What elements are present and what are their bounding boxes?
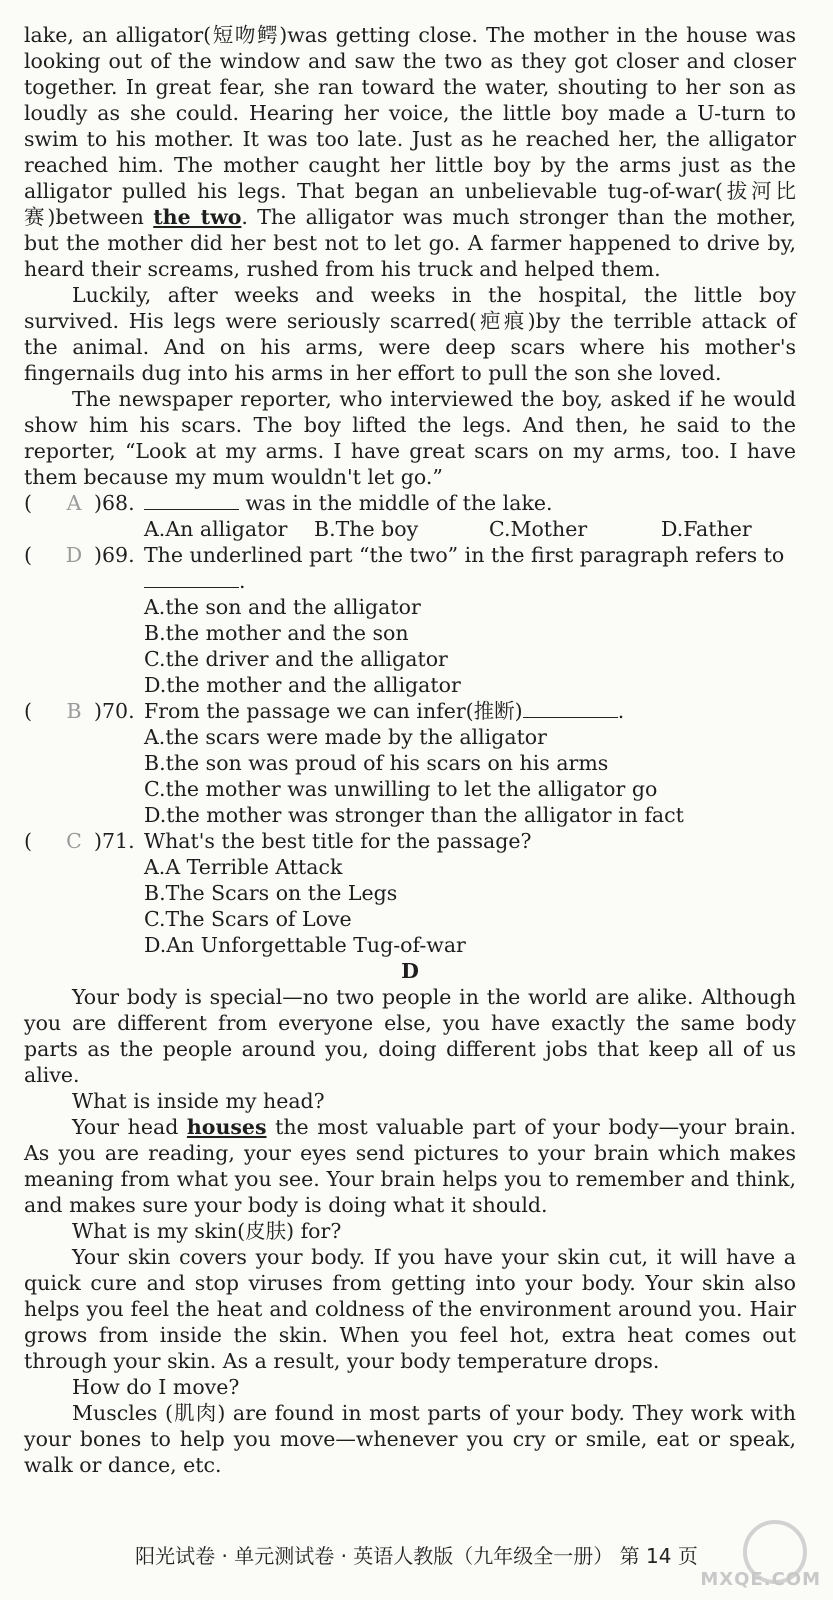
passage-d-paragraph-1: Your body is special—no two people in the world are alike. Although you are different from everyone else, you have exactly the same body parts as the people around you, doing different jobs that keep all of us alive. <box>24 985 796 1087</box>
stem-text: was in the middle of the lake. <box>245 491 553 515</box>
text-span: . The alligator was much stronger than the mother, but the mother did her best not to let go. A farmer happened to drive by, heard their screams, rushed from his truck and helped them. <box>24 205 796 281</box>
passage-c-paragraph-2: Luckily, after weeks and weeks in the hospital, the little boy survived. His legs were seriously scarred(疤痕)by the terrible attack of the animal. And on his arms, were deep scars where his mother's fingernails dug into his arms in her effort to pull the son she loved. <box>24 283 796 385</box>
exam-page <box>24 22 796 1478</box>
question-number <box>24 698 144 724</box>
option-c: C.The Scars of Love <box>144 907 352 931</box>
option-a: A.An alligator <box>144 517 288 541</box>
option-d: D.the mother and the alligator <box>144 673 461 697</box>
option-c: C.Mother <box>489 517 588 541</box>
option-c: C.the driver and the alligator <box>144 647 448 671</box>
passage-d-paragraph-4: Muscles (肌肉) are found in most parts of your body. They work with your bones to help you move—whenever you cry or smile, eat or speak, walk or dance, etc. <box>24 1401 796 1477</box>
passage-d-heading-move: How do I move? <box>72 1375 240 1399</box>
paren-open: ( <box>24 543 32 567</box>
stem-end: . <box>239 569 246 593</box>
question-68 <box>24 490 796 542</box>
option-b: B.the mother and the son <box>144 621 409 645</box>
answer-letter: C <box>66 829 82 853</box>
section-title-d: D <box>401 959 419 983</box>
text-span: Your head <box>72 1115 187 1139</box>
question-stem <box>144 828 796 854</box>
paren-open: ( <box>24 491 32 515</box>
option-a: A.the son and the alligator <box>144 595 421 619</box>
option-c: C.the mother was unwilling to let the alligator go <box>144 777 658 801</box>
watermark-text: MXQE.COM <box>700 1569 821 1590</box>
stem-text: What's the best title for the passage? <box>144 829 532 853</box>
question-number <box>24 542 144 568</box>
underlined-houses: houses <box>186 1115 267 1139</box>
answer-blank <box>144 491 239 510</box>
stem-text: The underlined part “the two” in the first paragraph refers to <box>144 543 785 567</box>
stem-text: From the passage we can infer(推断) <box>144 699 523 723</box>
text-span: lake, an alligator(短吻鳄)was getting close. The mother in the house was looking out of the window and saw the two as they got closer and closer together. In great fear, she ran toward the water, shouting to her son as loudly as she could. Hearing her voice, the little boy made a U-turn to swim to his mother. It was too late. Just as he reached her, the alligator reached him. The mother caught her little boy by the arms just as the alligator pulled his legs. That began an unbelievable tug-of-war(拔河比赛)between <box>24 23 796 229</box>
passage-c-paragraph-1 <box>24 22 796 282</box>
answer-letter: A <box>66 491 82 515</box>
option-a: A.A Terrible Attack <box>144 855 343 879</box>
option-b: B.The Scars on the Legs <box>144 881 398 905</box>
answer-letter: B <box>66 699 82 723</box>
question-number <box>24 828 144 854</box>
question-71 <box>24 828 796 958</box>
paren-open: ( <box>24 829 32 853</box>
option-d: D.the mother was stronger than the alligator in fact <box>144 803 684 827</box>
question-69 <box>24 542 796 698</box>
passage-d-paragraph-2 <box>24 1114 796 1218</box>
watermark-logo <box>671 1520 821 1590</box>
passage-c-paragraph-3: The newspaper reporter, who interviewed the boy, asked if he would show him his scars. The boy lifted the legs. And then, he said to the reporter, “Look at my arms. I have great scars on my arms, too. I have them because my mum wouldn't let go.” <box>24 387 796 489</box>
page-footer: 阳光试卷 · 单元测试卷 · 英语人教版（九年级全一册） 第 14 页 <box>135 1544 698 1568</box>
passage-d-heading-skin: What is my skin(皮肤) for? <box>72 1219 342 1243</box>
question-label: )71. <box>94 829 135 853</box>
question-70 <box>24 698 796 828</box>
answer-letter: D <box>65 543 83 567</box>
stem-blank-line <box>144 568 796 594</box>
question-label: )68. <box>94 491 135 515</box>
answer-blank <box>523 699 618 718</box>
options-row <box>144 516 796 542</box>
question-label: )70. <box>94 699 135 723</box>
question-number <box>24 490 144 516</box>
underlined-the-two: the two <box>153 205 242 229</box>
question-stem <box>144 490 796 516</box>
text-span: the most valuable part of your body—your brain. As you are reading, your eyes send pictures to your brain which makes meaning from what you see. Your brain helps you to remember and think, and makes sure your body is doing what it should. <box>24 1115 796 1217</box>
option-b: B.The boy <box>314 517 419 541</box>
passage-d-paragraph-3: Your skin covers your body. If you have your skin cut, it will have a quick cure and stop viruses from getting into your body. Your skin also helps you feel the heat and coldness of the environment around you. Hair grows from inside the skin. When you feel hot, extra heat comes out through your skin. As a result, your body temperature drops. <box>24 1245 796 1373</box>
question-stem <box>144 698 796 724</box>
answer-blank <box>144 569 239 588</box>
question-label: )69. <box>94 543 135 567</box>
stem-end: . <box>617 699 625 723</box>
passage-d-heading-head: What is inside my head? <box>72 1089 325 1113</box>
option-d: D.An Unforgettable Tug-of-war <box>144 933 466 957</box>
option-b: B.the son was proud of his scars on his arms <box>144 751 609 775</box>
option-a: A.the scars were made by the alligator <box>144 725 547 749</box>
paren-open: ( <box>24 699 32 723</box>
option-d: D.Father <box>661 517 752 541</box>
question-stem <box>144 542 796 568</box>
